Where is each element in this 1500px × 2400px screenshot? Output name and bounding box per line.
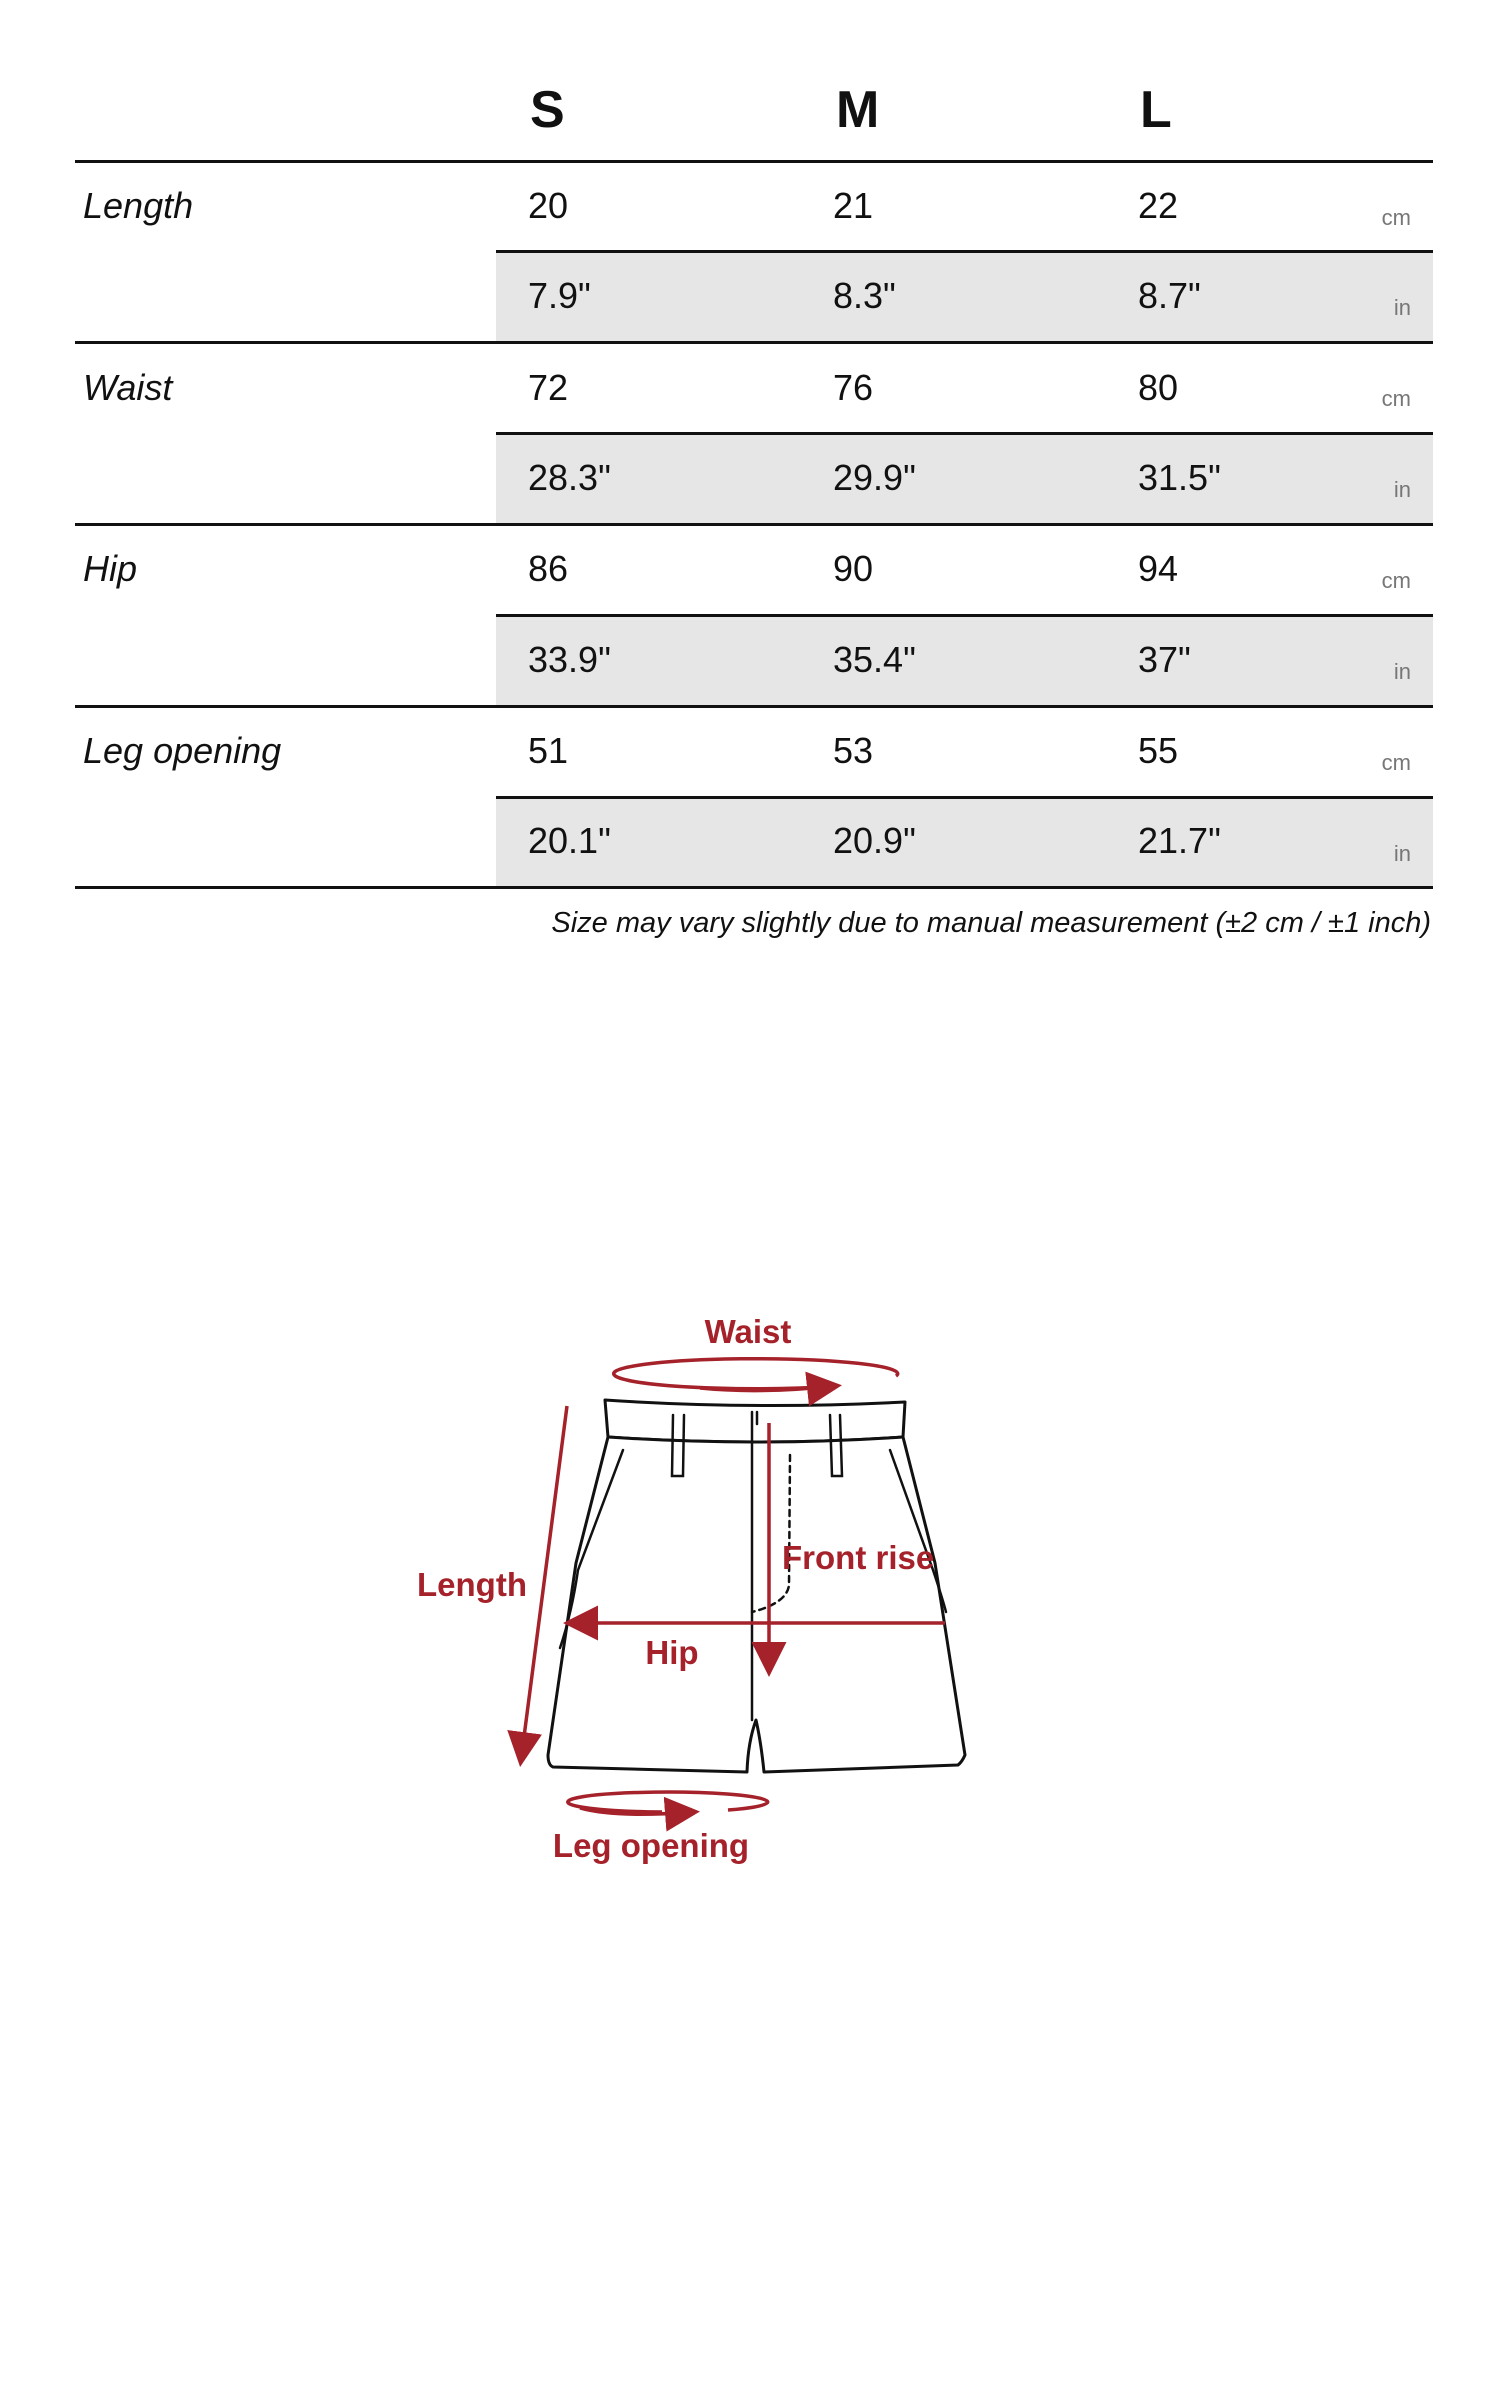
row-subdivider — [496, 250, 1433, 253]
table-divider — [75, 705, 1433, 708]
table-cell: 37" — [1138, 639, 1191, 680]
label-leg-opening: Leg opening — [552, 1827, 750, 1864]
row-label-waist: Waist — [83, 367, 173, 408]
table-cell: 51 — [528, 730, 569, 771]
row-shade — [496, 617, 1433, 705]
row-label-leg-opening: Leg opening — [83, 730, 282, 771]
table-cell: 20 — [528, 185, 569, 226]
table-cell: 8.3" — [833, 275, 896, 316]
table-cell: 8.7" — [1138, 275, 1201, 316]
table-cell: 94 — [1138, 548, 1179, 589]
label-waist: Waist — [704, 1313, 792, 1350]
table-cell: 28.3" — [528, 457, 611, 498]
table-cell: 7.9" — [528, 275, 591, 316]
unit-in: in — [1393, 841, 1411, 866]
row-label-length: Length — [83, 185, 194, 226]
unit-cm: cm — [1381, 205, 1411, 230]
table-divider — [75, 523, 1433, 526]
waist-loop — [614, 1359, 898, 1389]
shorts-measurement-diagram — [0, 1240, 1500, 1920]
table-cell: 33.9" — [528, 639, 611, 680]
table-cell: 76 — [833, 367, 874, 408]
table-cell: 31.5" — [1138, 457, 1221, 498]
table-cell: 29.9" — [833, 457, 916, 498]
table-divider — [75, 886, 1433, 889]
table-cell: 22 — [1138, 185, 1179, 226]
shorts-outline — [548, 1400, 965, 1772]
label-length: Length — [417, 1566, 527, 1603]
row-subdivider — [496, 796, 1433, 799]
label-front-rise: Front rise — [782, 1539, 935, 1576]
waistband — [605, 1400, 905, 1442]
size-header-m: M — [836, 81, 880, 139]
table-cell: 55 — [1138, 730, 1179, 771]
unit-cm: cm — [1381, 386, 1411, 411]
row-shade — [496, 435, 1433, 523]
table-cell: 21.7" — [1138, 820, 1221, 861]
unit-cm: cm — [1381, 750, 1411, 775]
table-divider — [75, 341, 1433, 344]
table-cell: 53 — [833, 730, 874, 771]
table-cell: 35.4" — [833, 639, 916, 680]
table-cell: 72 — [528, 367, 569, 408]
table-cell: 86 — [528, 548, 569, 589]
row-shade — [496, 799, 1433, 887]
row-label-hip: Hip — [83, 548, 138, 589]
table-divider — [75, 160, 1433, 163]
unit-in: in — [1393, 295, 1411, 320]
table-cell: 80 — [1138, 367, 1179, 408]
row-shade — [496, 253, 1433, 341]
measurement-footnote: Size may vary slightly due to manual measurement (±2 cm / ±1 inch) — [551, 907, 1431, 939]
table-cell: 20.1" — [528, 820, 611, 861]
table-cell: 90 — [833, 548, 874, 589]
label-hip: Hip — [645, 1634, 699, 1671]
leg-opening-loop — [568, 1792, 768, 1812]
unit-in: in — [1393, 659, 1411, 684]
table-cell: 21 — [833, 185, 874, 226]
size-header-s: S — [530, 81, 565, 139]
size-header-l: L — [1140, 81, 1172, 139]
row-subdivider — [496, 432, 1433, 435]
table-cell: 20.9" — [833, 820, 916, 861]
unit-cm: cm — [1381, 568, 1411, 593]
size-chart-table — [0, 0, 1500, 1000]
row-subdivider — [496, 614, 1433, 617]
unit-in: in — [1393, 477, 1411, 502]
